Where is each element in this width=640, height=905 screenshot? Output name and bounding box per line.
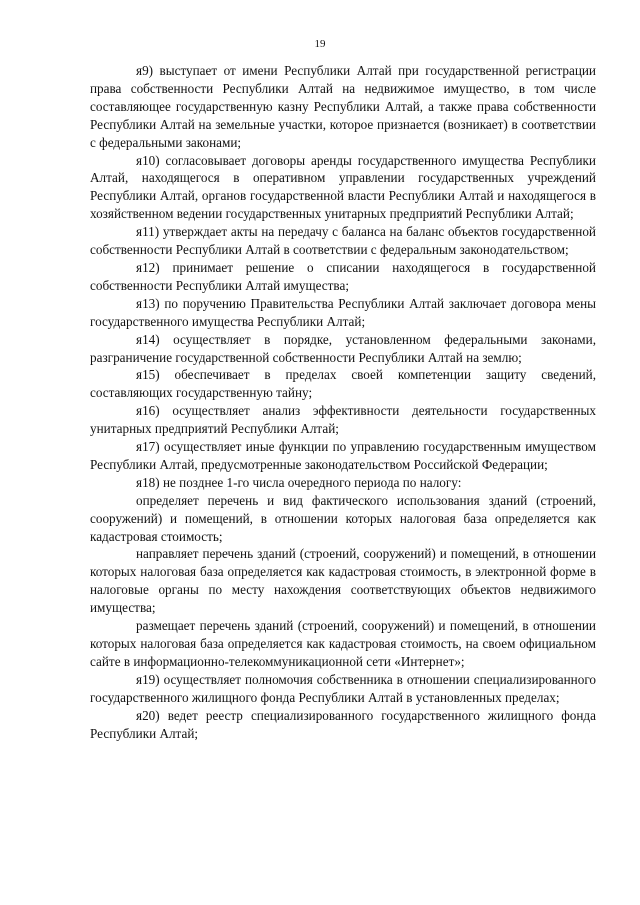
paragraph-ya13: я13) по поручению Правительства Республики Алтай заключает договора мены государственного имущества Республики Алтай; [90,295,596,329]
paragraph-ya20: я20) ведет реестр специализированного государственного жилищного фонда Республики Алтай; [90,707,596,741]
paragraph-ya9: я9) выступает от имени Республики Алтай при государственной регистрации права собственности Республики Алтай на недвижимое имущество, в том числе составляющее государственную казну Республики Алтай, а также права собственности Республики Алтай на земельные участки, которое признается (возникает) в соответствии с федеральными законами; [90,63,596,150]
paragraph-ya19: я19) осуществляет полномочия собственника в отношении специализированного государственного жилищного фонда Республики Алтай в установленных пределах; [90,671,596,705]
document-body [90,62,596,742]
paragraph-ya16: я16) осуществляет анализ эффективности деятельности государственных унитарных предприятий Республики Алтай; [90,403,596,437]
page-number: 19 [314,38,326,50]
paragraph-ya18-item-3: размещает перечень зданий (строений, сооружений) и помещений, в отношении которых налоговая база определяется как кадастровая стоимость, на своем официальном сайте в информационно-телекоммуникационной сети «Интернет»; [90,618,596,669]
paragraph-ya14: я14) осуществляет в порядке, установленном федеральными законами, разграничение государственной собственности Республики Алтай на землю; [90,331,596,365]
paragraph-ya18-item-1: определяет перечень и вид фактического использования зданий (строений, сооружений) и помещений, в отношении которых налоговая база определяется как кадастровая стоимость; [90,492,596,544]
paragraph-ya12: я12) принимает решение о списании находящегося в государственной собственности Республики Алтай имущества; [90,259,596,293]
paragraph-ya11: я11) утверждает акты на передачу с баланса на баланс объектов государственной собственности Республики Алтай в соответствии с федеральным законодательством; [90,224,596,258]
paragraph-ya15: я15) обеспечивает в пределах своей компетенции защиту сведений, составляющих государственную тайну; [90,367,596,401]
paragraph-ya18-item-2: направляет перечень зданий (строений, сооружений) и помещений, в отношении которых налоговая база определяется как кадастровая стоимость, в электронной форме в налоговые органы по месту нахождения соответствующих объектов недвижимого имущества; [90,546,596,616]
paragraph-ya10: я10) согласовывает договоры аренды государственного имущества Республики Алтай, находящегося в оперативном управлении государственных учреждений Республики Алтай, органов государственной власти Республики Алтай и находящегося в хозяйственном ведении государственных унитарных предприятий Республики Алтай; [90,152,596,222]
paragraph-ya18: я18) не позднее 1-го числа очередного периода по налогу: [136,474,462,490]
paragraph-ya17: я17) осуществляет иные функции по управлению государственным имуществом Республики Алтай, предусмотренные законодательством Российской Федерации; [90,439,596,472]
